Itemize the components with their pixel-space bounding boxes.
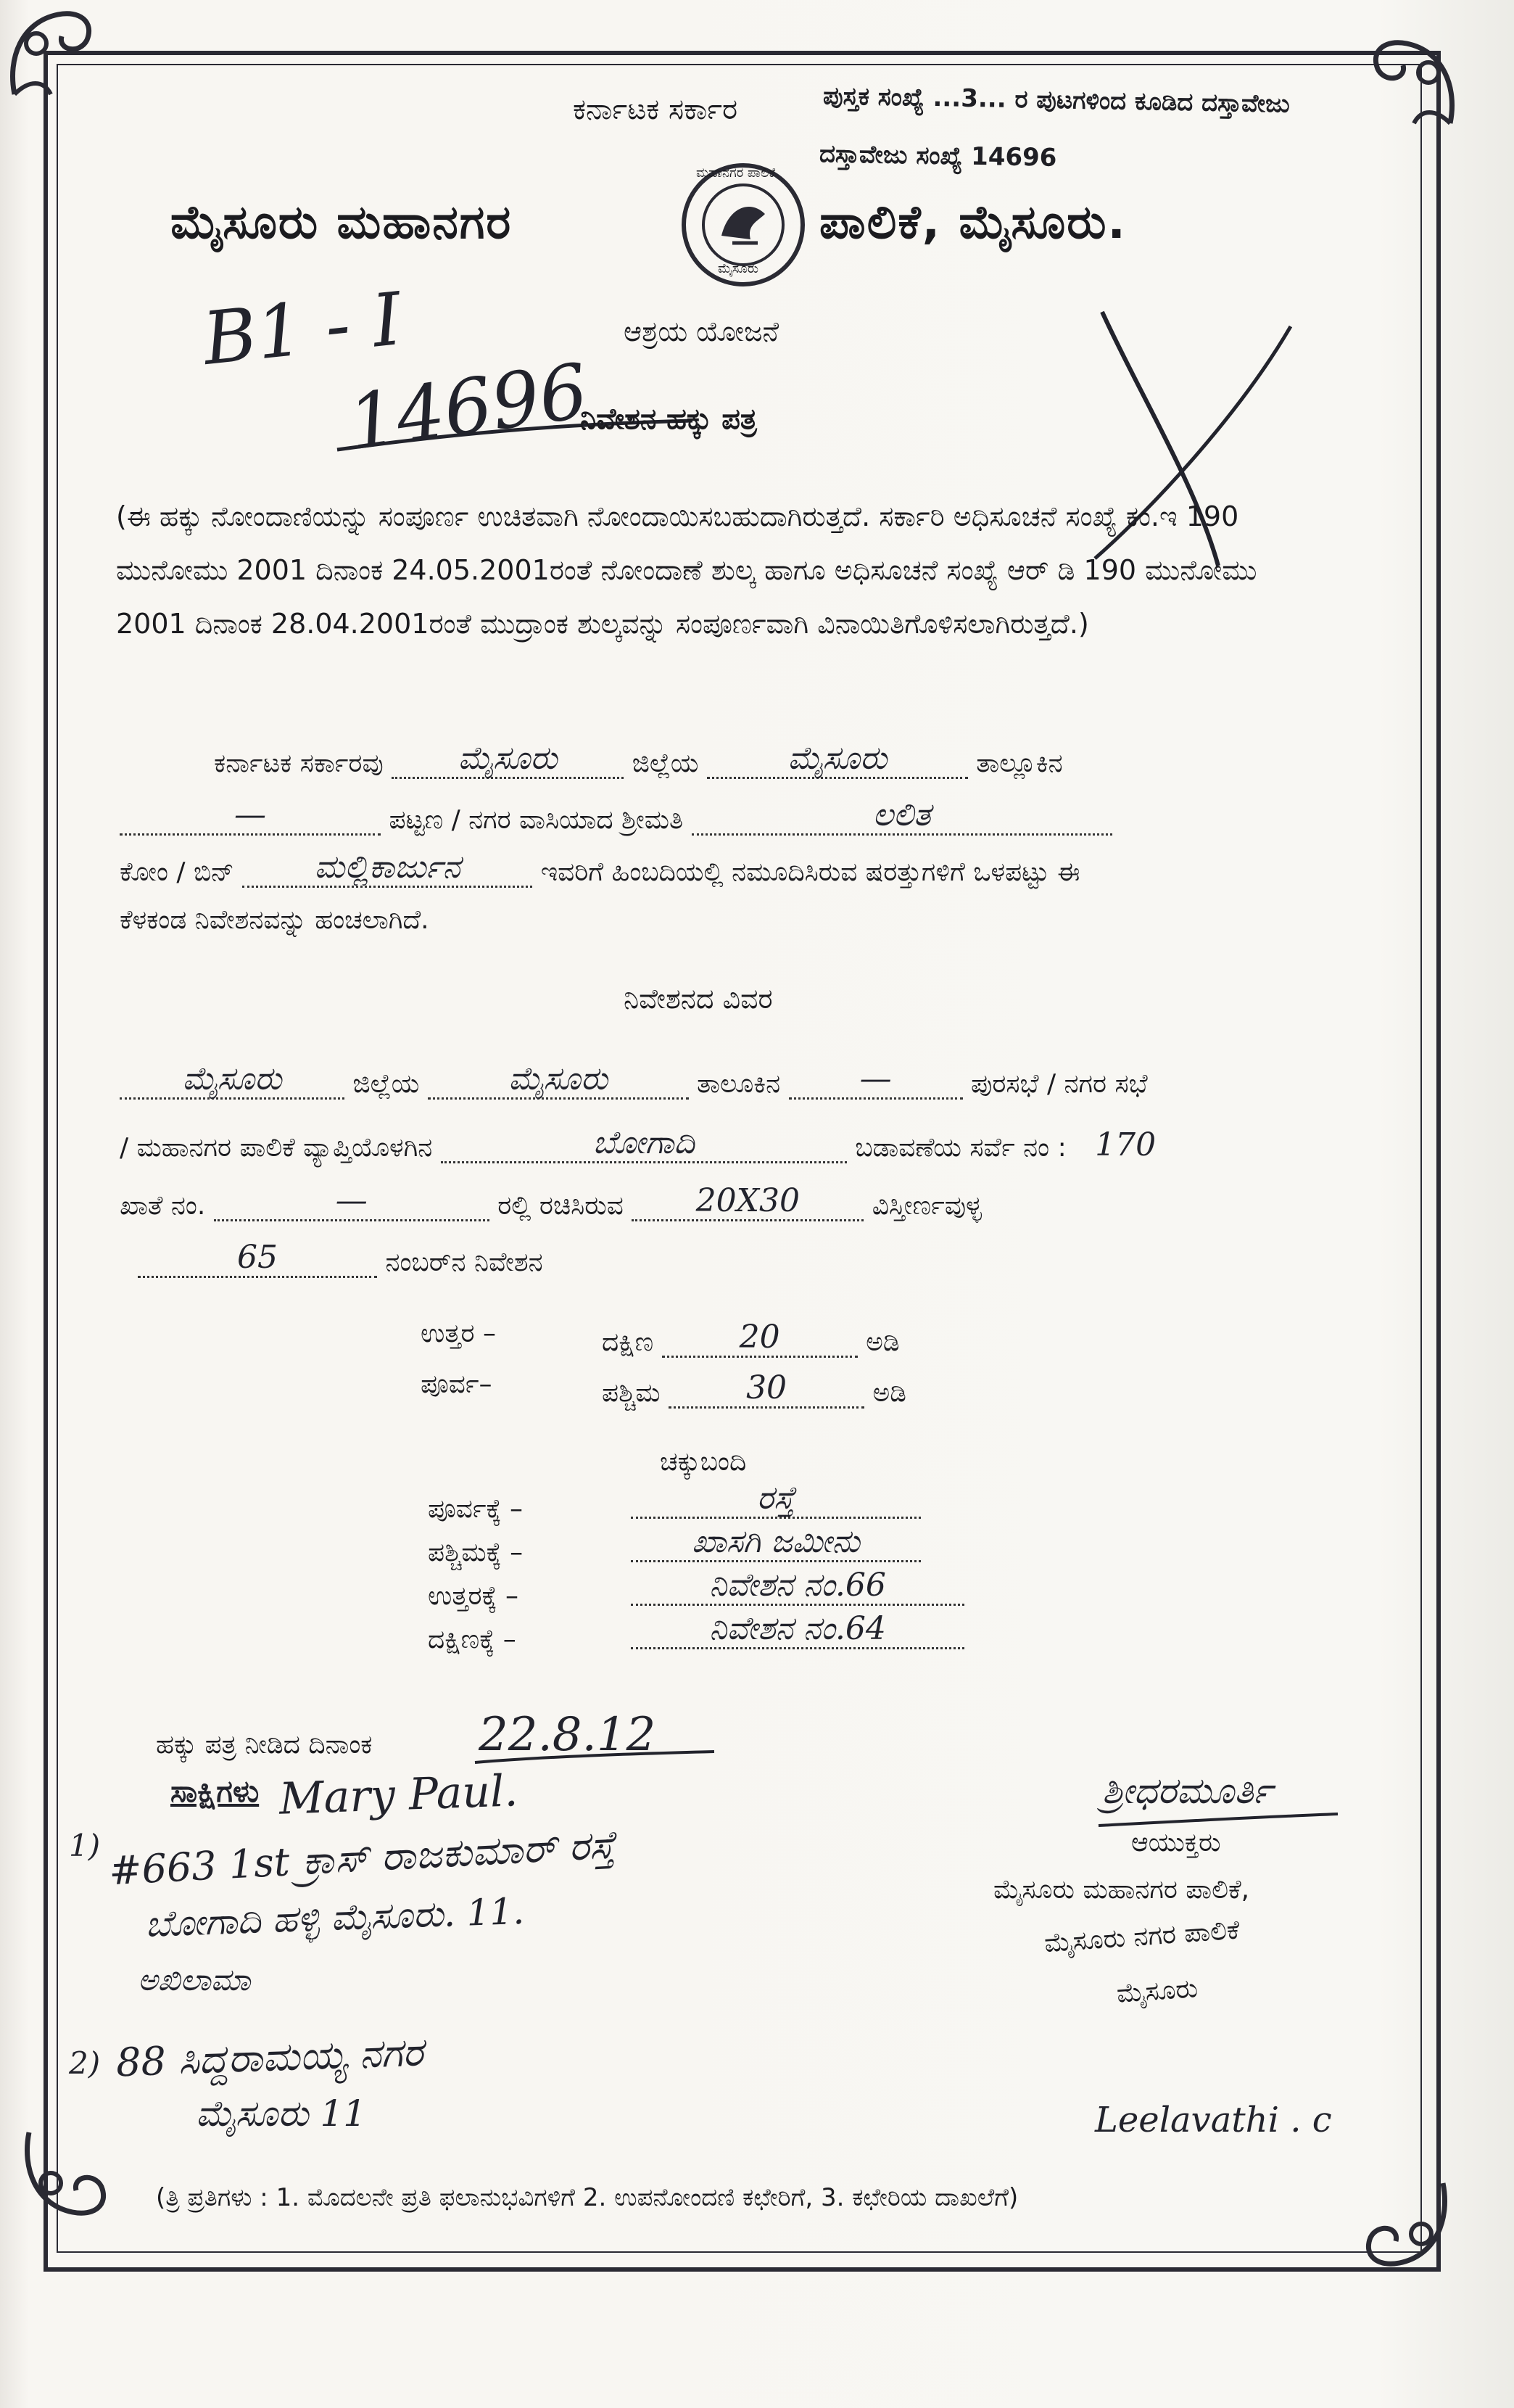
measure-south-label: ದಕ್ಷಿಣ (602, 1327, 654, 1357)
witness-1-address-line1: #663 1st ಕ್ರಾಸ್ ರಾಜಕುಮಾರ್ ರಸ್ತೆ (107, 1821, 616, 1894)
boundary-east-row (631, 1480, 921, 1519)
site-built-label: ರಲ್ಲಿ ರಚಿಸಿರುವ (497, 1191, 624, 1221)
site-survey-value: 170 (1095, 1126, 1157, 1163)
boundary-east-label: ಪೂರ್ವಕ್ಕೆ – (428, 1494, 524, 1524)
site-district-label: ಜಿಲ್ಲೆಯ (352, 1069, 420, 1099)
measure-north-label: ಉತ್ತರ – (421, 1319, 496, 1348)
witness-1-marker: 1) (69, 1828, 101, 1863)
site-extent-label: ವಿಸ್ತೀರ್ಣವುಳ್ಳ (872, 1191, 982, 1221)
boundaries-heading: ಚಕ್ಕುಬಂದಿ (660, 1447, 747, 1477)
grant-taluk-label: ತಾಲ್ಲೂಕಿನ (976, 749, 1063, 778)
witnesses-heading: ಸಾಕ್ಷಿಗಳು (170, 1773, 260, 1809)
commissioner-signature: ಶ್ರೀಧರಮೂರ್ತಿ (1102, 1770, 1273, 1812)
grant-line-4: ಕೆಳಕಂಡ ನಿವೇಶನವನ್ನು ಹಂಚಲಾಗಿದೆ. (120, 905, 429, 935)
site-line-1 (120, 1060, 1148, 1100)
scheme-name: ಆಶ್ರಯ ಯೋಜನೆ (624, 316, 779, 347)
spouse-label: ಕೋಂ / ಬಿನ್ (120, 857, 234, 887)
site-municipal-value: — (789, 1060, 963, 1100)
seal-text-top: ಮಹಾನಗರ ಪಾಲಿಕೆ (696, 165, 776, 181)
site-line-2 (120, 1124, 1176, 1163)
site-corp-label: / ಮಹಾನಗರ ಪಾಲಿಕೆ ವ್ಯಾಪ್ತಿಯೊಳಗಿನ (120, 1133, 433, 1163)
site-number-label: ನಂಬರ್‌ನ ನಿವೇಶನ (385, 1248, 543, 1277)
witness-1-address-line2: ಬೋಗಾದಿ ಹಳ್ಳಿ ಮೈಸೂರು. 11. (144, 1889, 525, 1946)
clerk-signature: Leelavathi . c (1095, 2100, 1332, 2140)
site-taluk-value: ಮೈಸೂರು (428, 1060, 689, 1100)
measure-south-row (602, 1319, 900, 1358)
beneficiary-name: ಲಲಿತ (692, 796, 1112, 836)
conditions-text: ಇವರಿಗೆ ಹಿಂಬದಿಯಲ್ಲಿ ನಮೂದಿಸಿರುವ ಷರತ್ತುಗಳಿಗೆ ಒಳಪಟ್ಟು ಈ (540, 857, 1080, 887)
site-number-value: 65 (138, 1239, 377, 1278)
corner-ornament-top-left-icon (0, 0, 109, 109)
grant-resident-label: ಪಟ್ಟಣ / ನಗರ ವಾಸಿಯಾದ ಶ್ರೀಮತಿ (389, 805, 684, 835)
site-line-4 (138, 1239, 543, 1278)
site-district-value: ಮೈಸೂರು (120, 1060, 344, 1100)
measure-west-row (602, 1369, 906, 1409)
witness-1-signature: ಅಖಿಲಾಮಾ (138, 1962, 251, 1997)
measure-south-value: 20 (662, 1319, 858, 1358)
corner-ornament-bottom-left-icon (15, 2118, 123, 2227)
measure-west-label: ಪಶ್ಚಿಮ (602, 1378, 661, 1408)
witness-2-address-line2: ಮೈಸೂರು 11 (196, 2092, 367, 2135)
registration-stamp-line1: ಪುಸ್ತಕ ಸಂಖ್ಯೆ ...3... ರ ಪುಟಗಳಿಂದ ಕೂಡಿದ ದಸ್ತಾವೇಜು (822, 81, 1291, 119)
boundary-east-value: ರಸ್ತೆ (631, 1480, 921, 1519)
certificate-title: ನಿವೇಶನ ಹಕ್ಕು ಪತ್ರ (580, 403, 757, 436)
measure-south-unit: ಅಡಿ (866, 1327, 900, 1357)
grant-line-1 (214, 740, 1063, 779)
grant-line-3 (120, 849, 1080, 888)
authority-org-line1: ಮೈಸೂರು ಮಹಾನಗರ ಪಾಲಿಕೆ, (993, 1875, 1250, 1905)
site-layout-value: ಬೋಗಾದಿ (441, 1124, 847, 1163)
witness-1-name: Mary Paul. (278, 1765, 519, 1825)
site-details-heading: ನಿವೇಶನದ ವಿವರ (624, 983, 773, 1015)
grant-prefix: ಕರ್ನಾಟಕ ಸರ್ಕಾರವು (214, 749, 384, 778)
grant-line-2 (120, 796, 1112, 836)
grant-district-label: ಜಿಲ್ಲೆಯ (632, 749, 699, 778)
site-khata-value: — (214, 1182, 489, 1221)
site-dimension-value: 20X30 (632, 1182, 864, 1221)
boundary-north-label: ಉತ್ತರಕ್ಕೆ – (428, 1581, 519, 1611)
corner-ornament-bottom-right-icon (1349, 2169, 1457, 2277)
authority-org-line2: ಮೈಸೂರು ನಗರ ಪಾಲಿಕೆ (1043, 1915, 1241, 1959)
site-line-3 (120, 1182, 982, 1221)
issue-date-value: 22.8.12 (479, 1708, 656, 1762)
measure-east-label: ಪೂರ್ವ– (421, 1369, 492, 1399)
witness-2-address-line1: 88 ಸಿದ್ದರಾಮಯ್ಯ ನಗರ (115, 2029, 424, 2086)
grant-taluk-value: ಮೈಸೂರು (707, 740, 968, 779)
boundary-south-label: ದಕ್ಷಿಣಕ್ಕೆ – (428, 1625, 516, 1654)
copies-footer: (ತ್ರಿ ಪ್ರತಿಗಳು : 1. ಮೊದಲನೇ ಪ್ರತಿ ಫಲಾನುಭವಿಗಳಿಗೆ 2. ಉಪನೋಂದಣಿ ಕಛೇರಿಗೆ, 3. ಕಛೇರಿಯ ದಾಖಲೆಗೆ) (156, 2183, 1019, 2212)
boundary-west-row (631, 1523, 921, 1562)
site-taluk-label: ತಾಲೂಕಿನ (697, 1069, 781, 1099)
handwritten-document-number: 14696 (343, 346, 593, 468)
boundary-west-value: ಖಾಸಗಿ ಜಮೀನು (631, 1523, 921, 1562)
measure-west-unit: ಅಡಿ (872, 1378, 906, 1408)
boundary-west-label: ಪಶ್ಚಿಮಕ್ಕೆ – (428, 1538, 524, 1567)
spouse-name: ಮಲ್ಲಿಕಾರ್ಜುನ (242, 849, 532, 888)
authority-org-line3: ಮೈಸೂರು (1115, 1974, 1199, 2009)
site-layout-label: ಬಡಾವಣೆಯ ಸರ್ವೆ ನಂ : (855, 1133, 1067, 1163)
corporation-title-right: ಪಾಲಿಕೆ, ಮೈಸೂರು. (819, 196, 1127, 250)
grant-town-value: — (120, 796, 381, 836)
registration-stamp-line2: ದಸ್ತಾವೇಜು ಸಂಖ್ಯೆ 14696 (819, 139, 1057, 173)
seal-text-bottom: ಮೈಸೂರು (718, 261, 758, 276)
government-header: ಕರ್ನಾಟಕ ಸರ್ಕಾರ (573, 93, 738, 126)
site-municipal-label: ಪುರಸಭೆ / ನಗರ ಸಭೆ (971, 1069, 1148, 1099)
issue-date-label: ಹಕ್ಕು ಪತ್ರ ನೀಡಿದ ದಿನಾಂಕ (156, 1730, 373, 1760)
boundary-south-row (631, 1610, 964, 1649)
boundary-south-value: ನಿವೇಶನ ನಂ.64 (631, 1610, 964, 1649)
corporation-title-left: ಮೈಸೂರು ಮಹಾನಗರ (170, 196, 513, 250)
witness-2-marker: 2) (69, 2045, 101, 2081)
grant-district-value: ಮೈಸೂರು (392, 740, 624, 779)
boundary-north-value: ನಿವೇಶನ ನಂ.66 (631, 1567, 964, 1606)
site-khata-label: ಖಾತೆ ನಂ. (120, 1191, 206, 1221)
exemption-notice: (ಈ ಹಕ್ಕು ನೋಂದಾಣಿಯನ್ನು ಸಂಪೂರ್ಣ ಉಚಿತವಾಗಿ ನೋಂದಾಯಿಸಬಹುದಾಗಿರುತ್ತದೆ. ಸರ್ಕಾರಿ ಅಧಿಸೂಚನೆ ಸಂಖ್ಯೆ ಕಂ.ಇ 190 ಮುನೋಮು 2001 ದಿನಾಂಕ 24.05.2001ರಂತೆ ನೋಂದಾಣೆ ಶುಲ್ಕ ಹಾಗೂ ಅಧಿಸೂಚನೆ ಸಂಖ್ಯೆ ಆರ್ ಡಿ 190 ಮುನೋಮು 2001 ದಿನಾಂಕ 28.04.2001ರಂತೆ ಮುದ್ರಾಂಕ ಶುಲ್ಕವನ್ನು ಸಂಪೂರ್ಣವಾಗಿ ವಿನಾಯಿತಿಗೊಳಿಸಲಾಗಿರುತ್ತದೆ.) (116, 500, 1257, 640)
handwritten-reference: B1 - I (199, 276, 406, 382)
measure-west-value: 30 (669, 1369, 864, 1409)
corner-ornament-top-right-icon (1356, 29, 1465, 138)
commissioner-title: ಆಯುಕ್ತರು (1131, 1828, 1221, 1857)
boundary-north-row (631, 1567, 964, 1606)
